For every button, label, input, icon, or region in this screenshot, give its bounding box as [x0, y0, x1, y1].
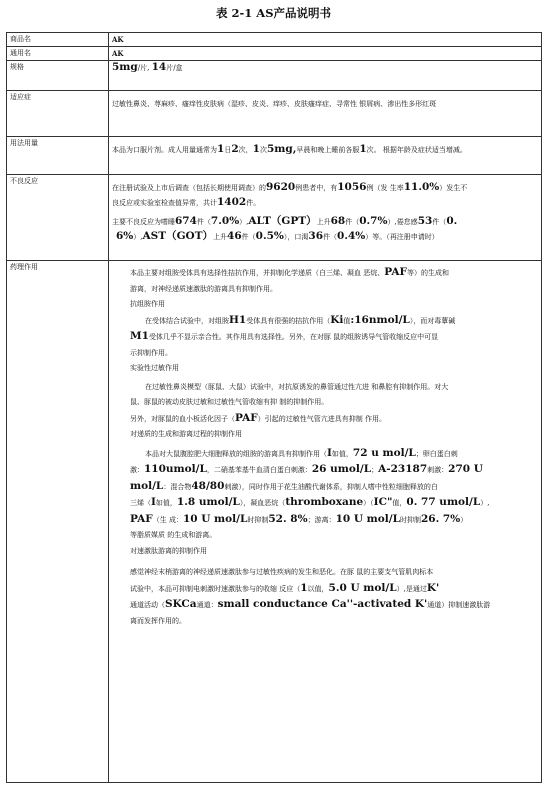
value-pharmacology [109, 261, 542, 783]
pharm-para-receptor-2: M1受体几乎不显示亲合性。其作用具有选择性。另外，在对豚 鼠的组胺诱导气管收缩反应中可显 [130, 330, 439, 342]
label-trade-name: 商品名 [7, 33, 109, 47]
adverse-line-1: 在注册试验及上市后调查（包括长期使用调查）的9620例患者中，有1056例（发 生率11.0%）发生不 [112, 181, 468, 193]
pharm-para-mediator-5: PAF（生 成：10 U mol/L时抑制52. 8%；游离：10 U mol/L时抑制26. 7%） [130, 512, 468, 525]
pharm-para-receptor-1: 在受体结合试验中，对组胺H1受体具有很强的拮抗作用（Ki值:16nmol/L），而对毒蕈碱 [145, 313, 456, 326]
pharm-para-mediator-6: 等脂质媒质 的生成和游离。 [130, 531, 217, 539]
document-title: 表 2-1 AS产品说明书 [215, 6, 331, 20]
value-trade-name: AK [109, 33, 542, 47]
adverse-line-3: 主要不良反应为嗜睡674件（7.0%）,ALT（GPT）上升68件（0.7%）,倦怠感53件（0. [112, 215, 458, 227]
label-pharmacology: 药理作用 [7, 261, 109, 783]
label-spec: 规格 [7, 61, 109, 91]
pharm-intro-2: 游离，对神经递质速激肽的游离具有抑制作用。 [130, 284, 277, 293]
label-generic-name: 通用名 [7, 47, 109, 61]
adverse-line-2: 良反应或实验室检查值异常，共计1402件。 [112, 196, 261, 208]
label-dosage: 用法用量 [7, 137, 109, 175]
value-generic-name: AK [109, 47, 542, 61]
pharm-para-allergy-2: 鼠、豚鼠的被动皮肤过敏和过敏性气管收缩有抑 制的抑制作用。 [130, 398, 329, 406]
adverse-line-4: 6%）,AST（GOT）上升46件（0.5%），口渴36件（0.4%）等。（再注册申请时） [116, 230, 439, 242]
product-info-table [6, 32, 542, 783]
pharm-para-receptor-3: 示抑制作用。 [130, 348, 172, 357]
pharm-heading-tachykinin: 对速激肽游离的抑制作用 [130, 546, 207, 555]
pharm-intro-1: 本品主要对组胺受体具有选择性拮抗作用，并抑制化学递质（白三烯、凝血 恶烷、PAF等）的生成和 [130, 266, 449, 278]
pharm-para-mediator-4: 三烯（I如值，1.8 umol/L），凝血恶烷（thromboxane）（IC"值，0. 77 umol/L）, [130, 496, 490, 508]
label-indications: 适应症 [7, 91, 109, 137]
pharm-heading-mediator: 对递质的生成和游离过程的抑制作用 [130, 430, 242, 438]
pharm-heading-antihistamine: 抗组胺作用 [130, 300, 165, 308]
value-adverse [109, 175, 542, 261]
value-indications: 过敏性鼻炎、荨麻疹、瘙痒性皮肤病（湿疹、皮炎、痒疹、皮肤瘙痒症、寻常性 银屑病、渗出性多形红斑 [109, 91, 542, 137]
value-spec: 5mg/片, 14片/盒 [109, 61, 542, 91]
pharm-para-tachykinin-1: 感觉神经末梢游离的神经递质速激肽参与过敏性疾病的发生和恶化。在豚 鼠的主要支气管肌肉标本 [130, 568, 434, 576]
pharm-para-tachykinin-2: 试验中，本品可抑制电刺激时速激肽参与的收缩 反应（1以值，5.0 U mol/L）,是通过K' [130, 581, 440, 594]
pharm-para-allergy-1: 在过敏性鼻炎模型（豚鼠、大鼠）试验中，对抗原诱发的鼻管通过性亢进 和鼻腔有抑制作用。对大 [145, 382, 449, 391]
label-adverse: 不良反应 [7, 175, 109, 261]
pharm-para-tachykinin-3: 通道活动（SKCa通道：small conductance Ca''-activated K'通道）抑制速激肽游 [130, 598, 491, 610]
pharm-para-mediator-1: 本品对大鼠腹腔肥大细胞释放的组胺的游离具有抑制作用（I如值，72 u mol/L；卵白蛋白刺 [145, 446, 458, 459]
pharm-para-tachykinin-4: 离而发挥作用的。 [130, 616, 186, 625]
pharm-para-allergy-3: 另外，对豚鼠的血小板活化因子（PAF）引起的过敏性气管亢进具有抑制 作用。 [130, 411, 386, 424]
pharm-para-mediator-3: mol/L：混合物48/80刺激），同时作用于花生油酸代谢体系，抑制人嗜中性粒细胞释放的白 [130, 479, 438, 492]
pharm-para-mediator-2: 激：110umol/L，二硝基苯基牛血清白蛋白刺激：26 umol/L；A-23187刺激：270 U [130, 463, 483, 475]
pharm-heading-allergy: 实验性过敏作用 [130, 364, 179, 372]
value-dosage: 本品为口服片剂。成人用量通常为1日2次，1次5mg,早晨和晚上睡前各服1次。 根据年龄及症状适当增减。 [109, 137, 542, 175]
